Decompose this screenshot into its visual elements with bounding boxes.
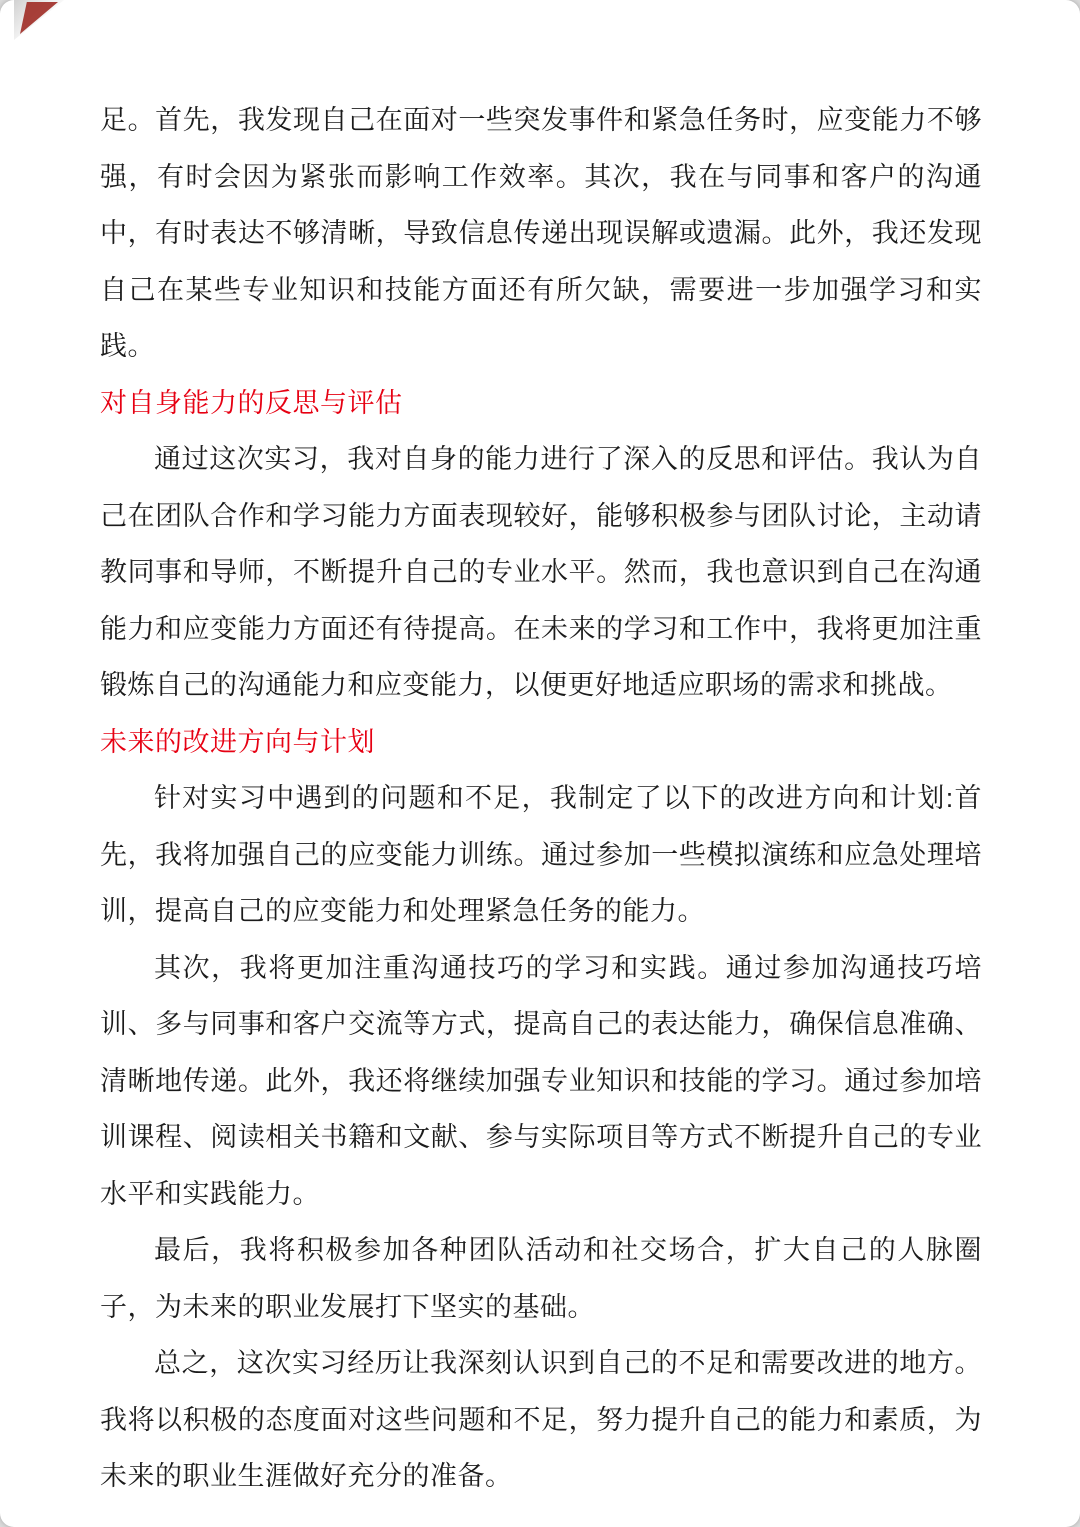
body-paragraph: 针对实习中遇到的问题和不足，我制定了以下的改进方向和计划:首先，我将加强自己的应变能力训练。通过参加一些模拟演练和应急处理培训，提高自己的应变能力和处理紧急任务的能力。 [100, 783, 982, 926]
body-paragraph: 总之，这次实习经历让我深刻认识到自己的不足和需要改进的地方。我将以积极的态度面对这些问题和不足，努力提升自己的能力和素质，为未来的职业生涯做好充分的准备。 [100, 1348, 982, 1491]
body-paragraph: 通过这次实习，我对自身的能力进行了深入的反思和评估。我认为自己在团队合作和学习能力方面表现较好，能够积极参与团队讨论，主动请教同事和导师，不断提升自己的专业水平。然而，我也意识到自己在沟通能力和应变能力方面还有待提高。在未来的学习和工作中，我将更加注重锻炼自己的沟通能力和应变能力，以便更好地适应职场的需求和挑战。 [100, 444, 982, 700]
body-paragraph: 其次，我将更加注重沟通技巧的学习和实践。通过参加沟通技巧培训、多与同事和客户交流等方式，提高自己的表达能力，确保信息准确、清晰地传递。此外，我还将继续加强专业知识和技能的学习。通过参加培训课程、阅读相关书籍和文献、参与实际项目等方式不断提升自己的专业水平和实践能力。 [100, 952, 982, 1209]
section-heading: 对自身能力的反思与评估 [100, 387, 403, 418]
section-heading: 未来的改进方向与计划 [100, 726, 375, 757]
document-content [100, 92, 982, 1505]
body-paragraph: 足。首先，我发现自己在面对一些突发事件和紧急任务时，应变能力不够强，有时会因为紧张而影响工作效率。其次，我在与同事和客户的沟通中，有时表达不够清晰，导致信息传递出现误解或遗漏。此外，我还发现自己在某些专业知识和技能方面还有所欠缺，需要进一步加强学习和实践。 [100, 105, 982, 361]
body-paragraph: 最后，我将积极参加各种团队活动和社交场合，扩大自己的人脉圈子，为未来的职业发展打下坚实的基础。 [100, 1235, 982, 1322]
